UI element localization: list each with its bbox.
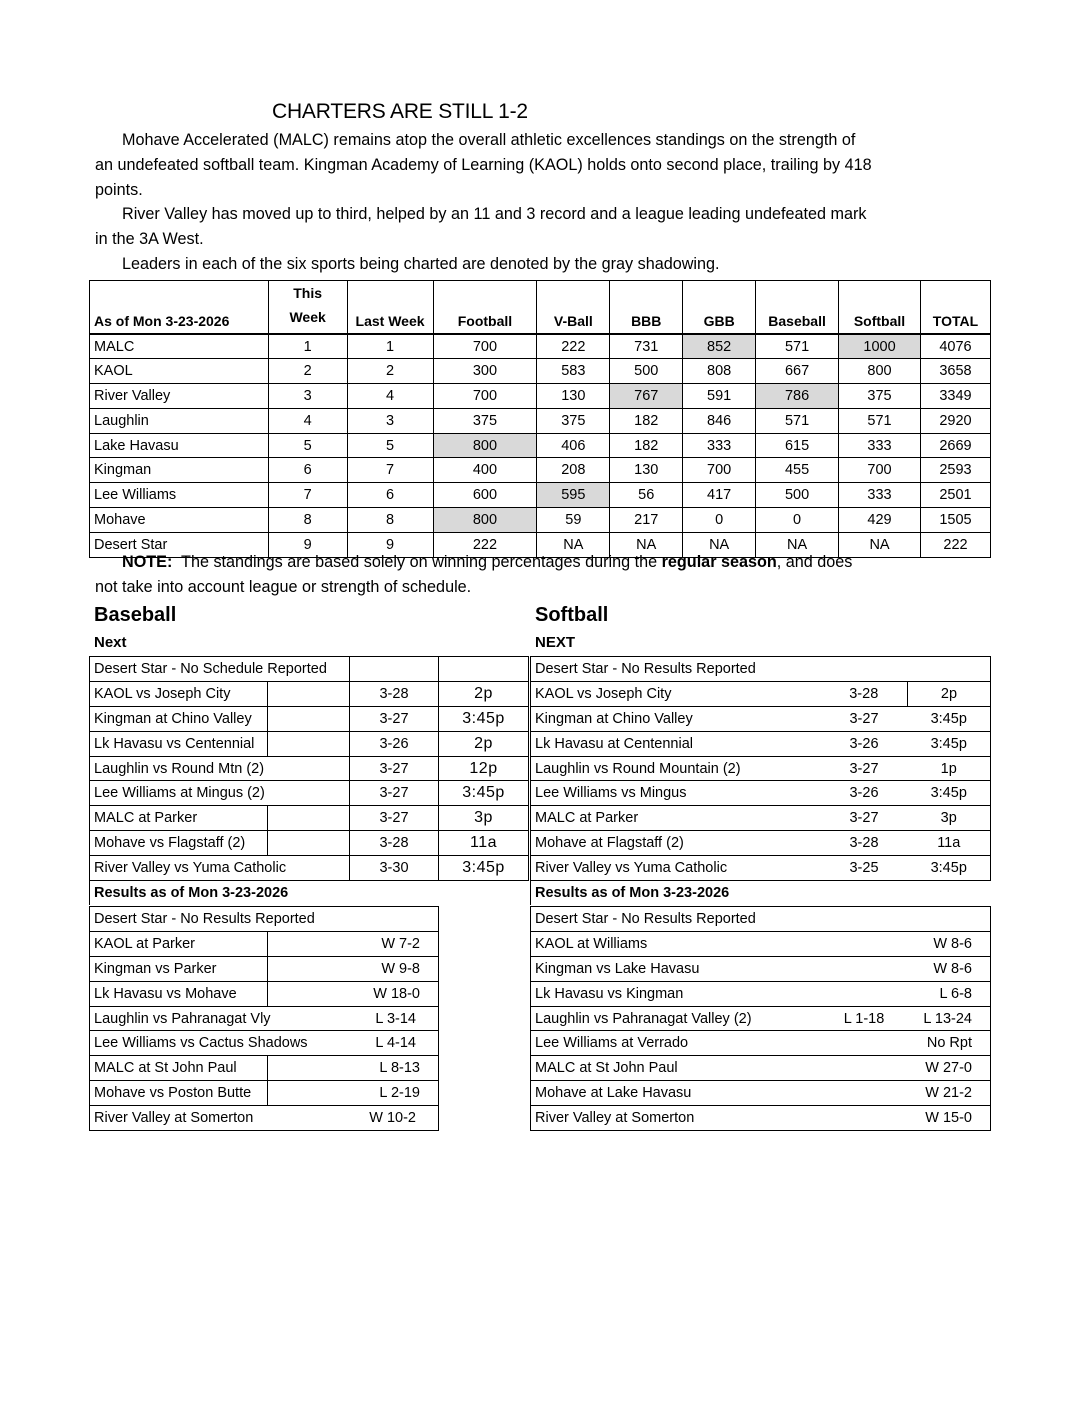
team-name: Lee Williams <box>90 483 269 508</box>
cell: 222 <box>433 532 537 557</box>
table-row <box>90 756 529 781</box>
standings-note <box>95 550 855 600</box>
result-cell: W 27-0 <box>908 1056 991 1081</box>
cell: 8 <box>268 508 347 533</box>
game-cell: Mohave vs Poston Butte <box>90 1081 268 1106</box>
time-cell: 2p <box>439 731 529 756</box>
cell: 4 <box>268 408 347 433</box>
game-cell: Lee Williams at Verrado <box>531 1031 821 1056</box>
result-cell: W 15-0 <box>908 1106 991 1131</box>
table-row <box>531 1056 991 1081</box>
leader-cell: 767 <box>610 384 683 409</box>
column-header: Last Week <box>347 281 433 335</box>
game-cell: Laughlin vs Pahranagat Vly L 3-14 <box>90 1006 439 1031</box>
table-row <box>90 956 439 981</box>
time-cell: 2p <box>908 681 991 706</box>
cell: 375 <box>839 384 921 409</box>
game-cell: Desert Star - No Results Reported <box>531 907 991 932</box>
leader-cell: 800 <box>433 508 537 533</box>
cell: 5 <box>347 433 433 458</box>
game-cell: Desert Star - No Results Reported <box>531 657 991 682</box>
result-cell: W 21-2 <box>908 1081 991 1106</box>
cell: 3658 <box>920 359 990 384</box>
game-cell: Kingman vs Lake Havasu <box>531 956 821 981</box>
cell: 7 <box>347 458 433 483</box>
game-cell: KAOL at Williams <box>531 931 821 956</box>
note-text: , and does not take into account league or strength of schedule. <box>95 553 853 596</box>
game-cell: Kingman vs Parker <box>90 956 268 981</box>
cell: 583 <box>537 359 610 384</box>
date-cell: 3-27 <box>350 756 439 781</box>
time-cell: 3p <box>439 806 529 831</box>
cell: 455 <box>756 458 839 483</box>
table-row <box>90 831 529 856</box>
date-cell: 3-28 <box>821 681 908 706</box>
column-header: This Week <box>268 281 347 335</box>
cell: 846 <box>683 408 756 433</box>
result-cell: No Rpt <box>908 1031 991 1056</box>
cell: 800 <box>839 359 921 384</box>
cell: 6 <box>347 483 433 508</box>
table-row <box>90 508 991 533</box>
cell: 700 <box>433 334 537 359</box>
column-header: GBB <box>683 281 756 335</box>
cell: 2593 <box>920 458 990 483</box>
cell: 222 <box>920 532 990 557</box>
table-row <box>90 657 529 682</box>
table-row <box>90 1006 439 1031</box>
game-cell: KAOL at Parker <box>90 931 268 956</box>
result-cell: L 4-14 <box>375 1035 416 1052</box>
team-name: KAOL <box>90 359 269 384</box>
date-cell: 3-27 <box>350 806 439 831</box>
cell: 375 <box>537 408 610 433</box>
game-cell: River Valley vs Yuma Catholic <box>531 856 821 881</box>
cell: 130 <box>610 458 683 483</box>
table-row <box>531 681 991 706</box>
cell: 3 <box>268 384 347 409</box>
game-cell: KAOL vs Joseph City <box>90 681 268 706</box>
date-cell: 3-27 <box>821 706 908 731</box>
time-cell: 3:45p <box>439 856 529 881</box>
column-header: V-Ball <box>537 281 610 335</box>
game-cell: Lee Williams vs Cactus Shadows L 4-14 <box>90 1031 439 1056</box>
game-cell: KAOL vs Joseph City <box>531 681 821 706</box>
table-row <box>90 384 991 409</box>
standings-table <box>89 280 991 558</box>
date-cell: 3-26 <box>821 781 908 806</box>
result-cell: L 2-19 <box>268 1081 439 1106</box>
cell: 500 <box>610 359 683 384</box>
game-cell: Lk Havasu vs Mohave <box>90 981 268 1006</box>
table-row <box>90 681 529 706</box>
cell: 571 <box>839 408 921 433</box>
note-text: The standings are based solely on winning percentages during the <box>172 553 662 571</box>
time-cell: 2p <box>439 681 529 706</box>
column-header: Softball <box>839 281 921 335</box>
cell: 1 <box>268 334 347 359</box>
game-cell: River Valley vs Yuma Catholic <box>90 856 350 881</box>
cell: 8 <box>347 508 433 533</box>
team-name: Desert Star <box>90 532 269 557</box>
date-cell: 3-27 <box>821 756 908 781</box>
table-row <box>531 1031 991 1056</box>
team-name: Lake Havasu <box>90 433 269 458</box>
game-cell: Laughlin vs Round Mountain (2) <box>531 756 821 781</box>
team-name: Laughlin <box>90 408 269 433</box>
result-cell: W 9-8 <box>268 956 439 981</box>
game-cell: MALC at St John Paul <box>531 1056 821 1081</box>
column-header: TOTAL <box>920 281 990 335</box>
result-cell: L 3-14 <box>375 1010 416 1027</box>
paragraph: Mohave Accelerated (MALC) remains atop the overall athletic excellences standings on the strength of an undefeated softball team. Kingman Academy of Learning (KAOL) holds onto second place, trailing by 418 points. <box>95 131 872 199</box>
leader-cell: 1000 <box>839 334 921 359</box>
result-cell <box>821 1081 908 1106</box>
cell: 600 <box>433 483 537 508</box>
cell: 333 <box>839 483 921 508</box>
cell: 333 <box>839 433 921 458</box>
table-row <box>90 1081 439 1106</box>
baseball-results-label: Results as of Mon 3-23-2026 <box>90 881 529 906</box>
cell: 2 <box>268 359 347 384</box>
table-row <box>531 657 991 682</box>
baseball-schedule-table <box>89 656 529 905</box>
game-cell: Lk Havasu vs Centennial <box>90 731 268 756</box>
team-name: River Valley <box>90 384 269 409</box>
table-row <box>531 1106 991 1131</box>
date-cell: 3-28 <box>350 831 439 856</box>
time-cell: 3:45p <box>908 856 991 881</box>
cell: 3 <box>347 408 433 433</box>
cell: 182 <box>610 433 683 458</box>
game-cell: River Valley at Somerton W 10-2 <box>90 1106 439 1131</box>
leader-cell: 595 <box>537 483 610 508</box>
softball-next-label: NEXT <box>535 634 576 651</box>
cell: 406 <box>537 433 610 458</box>
game-cell: Kingman at Chino Valley <box>90 706 268 731</box>
game-cell: River Valley at Somerton <box>531 1106 821 1131</box>
table-row <box>90 1106 439 1131</box>
game-cell: MALC at Parker <box>90 806 268 831</box>
cell: NA <box>683 532 756 557</box>
game-cell: Lk Havasu at Centennial <box>531 731 821 756</box>
result-cell <box>821 981 908 1006</box>
game-cell: Kingman at Chino Valley <box>531 706 821 731</box>
game-cell: MALC at St John Paul <box>90 1056 268 1081</box>
result-cell <box>821 931 908 956</box>
leader-cell: 852 <box>683 334 756 359</box>
table-row <box>90 408 991 433</box>
game-cell: Lee Williams vs Mingus <box>531 781 821 806</box>
cell: 7 <box>268 483 347 508</box>
result-cell <box>821 1106 908 1131</box>
cell: 182 <box>610 408 683 433</box>
softball-title: Softball <box>535 604 609 626</box>
cell: 0 <box>683 508 756 533</box>
team-name: MALC <box>90 334 269 359</box>
softball-results-label: Results as of Mon 3-23-2026 <box>531 881 991 906</box>
time-cell: 1p <box>908 756 991 781</box>
date-cell <box>350 657 439 682</box>
cell: 375 <box>433 408 537 433</box>
note-bold-phrase: regular season <box>661 553 777 571</box>
table-row <box>90 1056 439 1081</box>
cell: 9 <box>347 532 433 557</box>
cell: 417 <box>683 483 756 508</box>
time-cell: 3:45p <box>908 731 991 756</box>
result-cell <box>821 1031 908 1056</box>
table-row <box>90 433 991 458</box>
cell: 300 <box>433 359 537 384</box>
cell: 56 <box>610 483 683 508</box>
date-cell: 3-28 <box>350 681 439 706</box>
date-cell: 3-25 <box>821 856 908 881</box>
game-cell: Lee Williams at Mingus (2) <box>90 781 350 806</box>
article-body <box>95 128 875 277</box>
game-cell: Lk Havasu vs Kingman <box>531 981 821 1006</box>
table-row <box>90 856 529 881</box>
cell: 591 <box>683 384 756 409</box>
cell: 808 <box>683 359 756 384</box>
leader-cell: 786 <box>756 384 839 409</box>
column-header: Football <box>433 281 537 335</box>
cell: 3349 <box>920 384 990 409</box>
table-row <box>90 806 529 831</box>
table-row <box>90 931 439 956</box>
result-cell: L 6-8 <box>908 981 991 1006</box>
results-header-row <box>90 881 529 906</box>
cell: 615 <box>756 433 839 458</box>
table-row <box>90 483 991 508</box>
cell: 222 <box>537 334 610 359</box>
cell: 700 <box>839 458 921 483</box>
cell: 731 <box>610 334 683 359</box>
article-title: CHARTERS ARE STILL 1-2 <box>272 100 528 123</box>
column-header: Baseball <box>756 281 839 335</box>
time-cell <box>439 657 529 682</box>
date-cell: 3-30 <box>350 856 439 881</box>
game-cell: Laughlin vs Round Mtn (2) <box>90 756 350 781</box>
date-cell: 3-26 <box>350 731 439 756</box>
cell: 2 <box>347 359 433 384</box>
cell: 1 <box>347 334 433 359</box>
table-row <box>90 334 991 359</box>
game-cell: Desert Star - No Results Reported <box>90 907 439 932</box>
cell: 2920 <box>920 408 990 433</box>
team-name: Kingman <box>90 458 269 483</box>
time-cell: 12p <box>439 756 529 781</box>
cell: 400 <box>433 458 537 483</box>
date-cell: 3-27 <box>350 706 439 731</box>
cell: 130 <box>537 384 610 409</box>
game-cell: MALC at Parker <box>531 806 821 831</box>
table-row <box>90 907 439 932</box>
cell: NA <box>756 532 839 557</box>
table-row <box>531 781 991 806</box>
cell: 700 <box>433 384 537 409</box>
cell: 59 <box>537 508 610 533</box>
cell: NA <box>839 532 921 557</box>
cell: 6 <box>268 458 347 483</box>
time-cell: 11a <box>439 831 529 856</box>
result-cell: L 1-18 <box>821 1006 908 1031</box>
table-row <box>531 1006 991 1031</box>
table-row <box>531 981 991 1006</box>
cell: 571 <box>756 334 839 359</box>
result-cell: W 10-2 <box>369 1110 416 1127</box>
table-row <box>531 907 991 932</box>
result-cell <box>821 956 908 981</box>
cell: 9 <box>268 532 347 557</box>
results-header-row <box>531 881 991 906</box>
paragraph: Leaders in each of the six sports being charted are denoted by the gray shadowing. <box>122 254 720 273</box>
cell: 2669 <box>920 433 990 458</box>
result-cell: W 8-6 <box>908 956 991 981</box>
table-row <box>531 831 991 856</box>
cell: 217 <box>610 508 683 533</box>
result-cell: W 18-0 <box>268 981 439 1006</box>
result-cell <box>821 1056 908 1081</box>
cell: 5 <box>268 433 347 458</box>
baseball-next-label: Next <box>94 634 127 651</box>
baseball-results-table <box>89 906 439 1131</box>
time-cell: 3:45p <box>908 781 991 806</box>
game-cell: Desert Star - No Schedule Reported <box>90 657 350 682</box>
time-cell: 3:45p <box>439 781 529 806</box>
cell: 0 <box>756 508 839 533</box>
date-cell: 3-26 <box>821 731 908 756</box>
cell: 2501 <box>920 483 990 508</box>
table-row <box>90 781 529 806</box>
table-row <box>531 1081 991 1106</box>
table-row <box>531 806 991 831</box>
note-label: NOTE: <box>122 553 173 571</box>
date-cell: 3-28 <box>821 831 908 856</box>
cell: 429 <box>839 508 921 533</box>
cell: 500 <box>756 483 839 508</box>
result-cell: L 8-13 <box>268 1056 439 1081</box>
column-header: BBB <box>610 281 683 335</box>
softball-results-table <box>530 906 991 1131</box>
column-header: As of Mon 3-23-2026 <box>90 281 269 335</box>
table-row <box>90 706 529 731</box>
table-row <box>531 931 991 956</box>
cell: 4076 <box>920 334 990 359</box>
time-cell: 3:45p <box>439 706 529 731</box>
result-cell: L 13-24 <box>908 1006 991 1031</box>
baseball-title: Baseball <box>94 604 177 626</box>
time-cell: 3:45p <box>908 706 991 731</box>
table-row <box>90 731 529 756</box>
game-cell: Mohave at Flagstaff (2) <box>531 831 821 856</box>
table-row <box>531 706 991 731</box>
time-cell: 3p <box>908 806 991 831</box>
game-cell: Laughlin vs Pahranagat Valley (2) <box>531 1006 821 1031</box>
date-cell: 3-27 <box>821 806 908 831</box>
cell: 571 <box>756 408 839 433</box>
cell: 208 <box>537 458 610 483</box>
table-row <box>531 731 991 756</box>
date-cell: 3-27 <box>350 781 439 806</box>
cell: 667 <box>756 359 839 384</box>
result-cell: W 7-2 <box>268 931 439 956</box>
table-row <box>531 956 991 981</box>
cell: 700 <box>683 458 756 483</box>
cell: 333 <box>683 433 756 458</box>
game-cell: Mohave at Lake Havasu <box>531 1081 821 1106</box>
team-name: Mohave <box>90 508 269 533</box>
table-row <box>90 981 439 1006</box>
cell: 1505 <box>920 508 990 533</box>
table-row <box>531 856 991 881</box>
cell: NA <box>537 532 610 557</box>
result-cell: W 8-6 <box>908 931 991 956</box>
table-row <box>90 458 991 483</box>
paragraph: River Valley has moved up to third, helped by an 11 and 3 record and a league leading undefeated mark in the 3A West. <box>95 205 867 249</box>
standings-header-row <box>90 281 991 335</box>
table-row <box>531 756 991 781</box>
cell: 4 <box>347 384 433 409</box>
softball-schedule-table <box>530 656 991 905</box>
time-cell: 11a <box>908 831 991 856</box>
table-row <box>90 359 991 384</box>
cell: NA <box>610 532 683 557</box>
game-cell: Mohave vs Flagstaff (2) <box>90 831 268 856</box>
table-row <box>90 1031 439 1056</box>
leader-cell: 800 <box>433 433 537 458</box>
